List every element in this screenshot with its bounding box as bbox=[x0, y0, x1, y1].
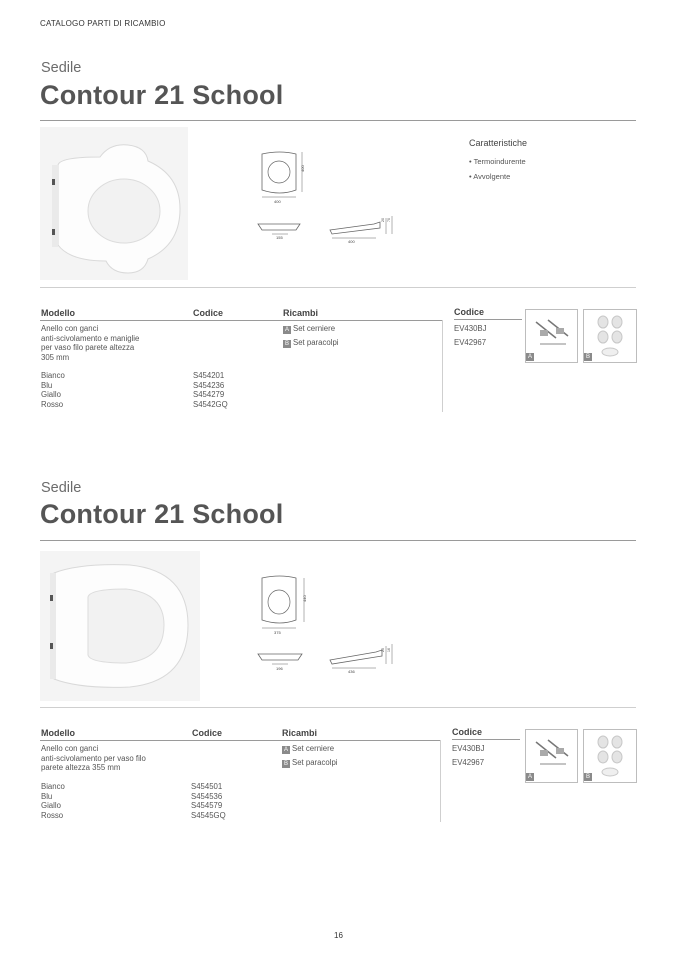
variant-code: S454236 bbox=[193, 380, 225, 390]
thumb-tag-b: B bbox=[585, 354, 590, 360]
variant-code: S454579 bbox=[191, 801, 223, 810]
variant-code: S4542GQ bbox=[193, 399, 228, 409]
spare-code: EV42967 bbox=[454, 338, 487, 347]
variant-name: Bianco bbox=[41, 782, 65, 791]
variant-name: Bianco bbox=[41, 371, 65, 380]
dim-h1: 25 bbox=[381, 648, 385, 652]
section-divider bbox=[40, 287, 636, 288]
spare-code: EV430BJ bbox=[454, 324, 487, 333]
dim-hinge: 155 bbox=[276, 235, 283, 240]
spare-code: EV42967 bbox=[452, 758, 485, 767]
feature-item: • Termoindurente bbox=[469, 157, 526, 166]
col-header-spare-code: Codice bbox=[452, 727, 483, 737]
dim-depth: 440 bbox=[302, 595, 307, 602]
variant-code: S454201 bbox=[193, 371, 225, 380]
variant-code: S454501 bbox=[191, 782, 223, 791]
dim-h1: 20 bbox=[381, 218, 385, 222]
col-header-code: Codice bbox=[192, 728, 223, 738]
thumb-tag-b: B bbox=[585, 774, 590, 780]
dim-side: 400 bbox=[348, 239, 355, 244]
variant-name: Rosso bbox=[41, 810, 64, 820]
variant-names bbox=[41, 782, 65, 820]
model-description: Anello con ganci anti-scivolamento e maniglie per vaso filo parete altezza 305 mm bbox=[41, 324, 140, 362]
features-title: Caratteristiche bbox=[469, 138, 528, 148]
product-photo bbox=[40, 551, 200, 701]
variant-name: Giallo bbox=[41, 801, 61, 810]
spare-item: A Set cerniere bbox=[283, 744, 335, 753]
variant-code: S4545GQ bbox=[191, 810, 226, 820]
variant-names bbox=[41, 371, 65, 409]
spare-tag-b: B bbox=[284, 341, 289, 347]
dim-hinge: 196 bbox=[276, 666, 283, 671]
spare-item: A Set cerniere bbox=[284, 324, 336, 333]
table-header-rule bbox=[454, 319, 522, 320]
dim-h2: 16 bbox=[387, 648, 391, 652]
column-divider bbox=[442, 320, 443, 412]
spare-tag-a: A bbox=[284, 327, 289, 333]
column-divider bbox=[440, 740, 441, 822]
feature-item: • Avvolgente bbox=[469, 172, 511, 181]
technical-drawing bbox=[252, 148, 412, 248]
variant-name: Rosso bbox=[41, 399, 64, 409]
variant-name: Blu bbox=[41, 380, 53, 390]
title-divider bbox=[40, 120, 636, 121]
product-title: Contour 21 School bbox=[40, 499, 284, 529]
variant-code: S454536 bbox=[191, 791, 223, 801]
dim-h2: 70 bbox=[387, 218, 391, 222]
col-header-model: Modello bbox=[41, 308, 75, 318]
page-number: 16 bbox=[334, 931, 343, 940]
table-header-rule bbox=[452, 739, 520, 740]
technical-drawing bbox=[252, 574, 412, 678]
thumb-tag-a: A bbox=[527, 774, 532, 780]
product-kicker: Sedile bbox=[41, 480, 82, 496]
table-header-rule bbox=[40, 320, 442, 321]
section-divider bbox=[40, 707, 636, 708]
col-header-code: Codice bbox=[193, 308, 224, 318]
title-divider bbox=[40, 540, 636, 541]
variant-codes bbox=[193, 371, 228, 409]
toilet-seat-photo bbox=[40, 127, 188, 280]
variant-name: Giallo bbox=[41, 390, 61, 399]
catalog-header: CATALOGO PARTI DI RICAMBIO bbox=[40, 19, 166, 28]
dim-width: 375 bbox=[274, 630, 281, 635]
table-header-rule bbox=[40, 740, 440, 741]
variant-codes bbox=[191, 782, 226, 820]
thumb-tag-a: A bbox=[527, 354, 532, 360]
product-title: Contour 21 School bbox=[40, 80, 284, 110]
product-kicker: Sedile bbox=[41, 60, 82, 76]
variant-name: Blu bbox=[41, 791, 53, 801]
product-photo bbox=[40, 127, 188, 280]
col-header-spares: Ricambi bbox=[283, 308, 319, 318]
spare-code: EV430BJ bbox=[452, 744, 485, 753]
col-header-model: Modello bbox=[41, 728, 75, 738]
model-description: Anello con ganci anti-scivolamento per vaso filo parete altezza 355 mm bbox=[41, 744, 146, 772]
col-header-spares: Ricambi bbox=[282, 728, 318, 738]
toilet-seat-photo bbox=[40, 551, 200, 701]
spare-item: B Set paracolpi bbox=[284, 338, 339, 347]
spare-tag-a: A bbox=[283, 747, 288, 753]
spare-item: B Set paracolpi bbox=[283, 758, 338, 767]
col-header-spare-code: Codice bbox=[454, 307, 485, 317]
dim-side: 436 bbox=[348, 669, 355, 674]
spare-tag-b: B bbox=[283, 761, 288, 767]
variant-code: S454279 bbox=[193, 390, 225, 399]
dim-width: 400 bbox=[274, 199, 281, 204]
dim-depth: 400 bbox=[300, 165, 305, 172]
